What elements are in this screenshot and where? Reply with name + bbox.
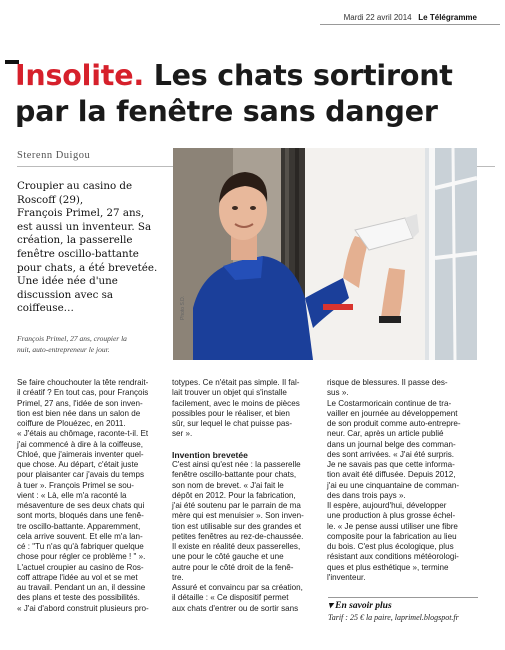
header-date: Mardi 22 avril 2014 — [343, 13, 412, 22]
body-line: coiffure de Plouézec, en 2011. — [17, 419, 126, 428]
lede-line: est aussi un inventeur. Sa — [17, 220, 152, 233]
lede-line: discussion avec sa — [17, 288, 114, 301]
body-column-2 — [172, 378, 322, 614]
body-line: de son produit comme auto-entrepre- — [327, 419, 461, 428]
lede-line: création, la passerelle — [17, 234, 133, 247]
body-line: j'ai été soutenu par le parrain de ma — [172, 501, 301, 510]
caption-line: nuit, auto-entrepreneur le jour. — [17, 344, 110, 354]
body-line: des dans trois pays ». — [327, 490, 406, 500]
header-rule — [320, 24, 500, 25]
body-line: risque de blessures. Il passe des- — [327, 378, 448, 387]
body-line: sus ». — [327, 388, 349, 398]
lede-line: fenêtre oscillo-battante — [17, 247, 139, 260]
body-line: tion avait été diffusée. Depuis 2012, — [327, 470, 456, 480]
lede-line: coiffeuse… — [17, 302, 74, 315]
body-line: Il existe en réalité deux passerelles, — [172, 542, 301, 551]
lede-paragraph — [17, 180, 175, 316]
body-line: Chloé, que j'aimerais inventer quel- — [17, 449, 144, 459]
body-line: composite pour la fabrication au lieu — [327, 531, 457, 541]
body-line: tion est utilisable sur des grandes et — [172, 521, 302, 531]
body-line: Invention brevetée — [172, 449, 248, 460]
body-line: du bois. C'est plus écologique, plus — [327, 542, 454, 551]
body-line: ser ». — [172, 429, 193, 439]
body-column-3 — [327, 378, 477, 583]
headline — [15, 58, 495, 130]
body-line: C'est ainsi qu'est née : la passerelle — [172, 460, 301, 469]
body-line: facilement, avec le moins de pièces — [172, 398, 300, 408]
body-line: tion est bien née dans un salon de — [17, 408, 141, 418]
body-line: des plans et teste des possibilités. — [17, 593, 140, 603]
body-line: ques et plus esthétique », termine — [327, 562, 449, 572]
body-line: il détaille : « Ce dispositif permet — [172, 593, 289, 603]
header-date-line — [344, 13, 477, 22]
body-line: mésaventure de ses deux chats qui — [17, 501, 145, 510]
body-line: tre oscillo-battante. Apparemment, — [17, 521, 141, 531]
body-line: des sont arrivées. « J'ai été surpris. — [327, 449, 455, 459]
headline-line2: par la fenêtre sans danger — [15, 95, 438, 128]
body-line: Le Costarmoricain continue de tra- — [327, 398, 452, 408]
body-line: Assuré et convaincu par sa création, — [172, 583, 303, 592]
lede-line: Roscoff (29), — [17, 193, 84, 206]
body-line: totypes. Ce n'était pas simple. Il fal- — [172, 378, 300, 387]
body-line: au travail. Pendant un an, il dessine — [17, 583, 146, 592]
body-line: Il espère, aujourd'hui, développer — [327, 501, 447, 510]
body-line: le. « Je pense aussi utiliser une fibre — [327, 521, 458, 531]
body-line: dans un journal belge des comman- — [327, 439, 456, 449]
lede-line: pour chats, a été brevetée. — [17, 261, 158, 274]
body-line: mère qui est menuisier ». Son inven- — [172, 511, 304, 521]
body-line: petites fenêtres au rez-de-chaussée. — [172, 531, 304, 541]
article-photo — [173, 148, 477, 360]
body-column-1 — [17, 378, 167, 614]
body-line: cé : "Tu n'as qu'à fabriquer quelque — [17, 542, 144, 551]
body-line: autre pour le côté droit de la fenê- — [172, 562, 294, 572]
body-line: L'actuel croupier au casino de Ros- — [17, 562, 144, 572]
header-publication: Le Télégramme — [418, 13, 477, 22]
photo-credit: Photo S.D. — [180, 295, 186, 320]
lede-line: François Primel, 27 ans, — [17, 207, 145, 220]
body-line: aux chats d'entrer ou de sortir sans — [172, 603, 299, 613]
body-line: sont morts, bloqués dans une fenê- — [17, 511, 144, 521]
headline-line1: Les chats sortiront — [143, 59, 453, 92]
body-line: chose pour régler ce problème ! " ». — [17, 552, 146, 562]
body-line: Je ne savais pas que cette informa- — [327, 460, 455, 469]
body-line: l'inventeur. — [327, 572, 366, 582]
en-savoir-plus: ▾ En savoir plus — [328, 601, 392, 611]
body-line: fenêtre oscillo-battante pour chats, — [172, 470, 297, 480]
body-line: lait trouver un objet qui s'installe — [172, 388, 287, 398]
body-line: « J'étais au chômage, raconte-t-il. Et — [17, 429, 149, 439]
lede-line: Croupier au casino de — [17, 180, 133, 192]
body-line — [172, 440, 322, 450]
savoir-rule — [328, 597, 478, 598]
body-line: une pour le côté gauche et une — [172, 552, 284, 562]
caption-line: François Primel, 27 ans, croupier la — [17, 334, 127, 343]
headline-kicker: Insolite. — [15, 59, 144, 92]
body-line: Primel, 27 ans, l'idée de son inven- — [17, 398, 143, 408]
body-line: Se faire chouchouter la tête rendrait- — [17, 378, 149, 387]
body-line: j'ai eu une cinquantaine de comman- — [327, 480, 460, 490]
body-line: neur. Car, après un article publié — [327, 429, 444, 439]
body-line: sûr, sur lequel le chat puisse pas- — [172, 419, 293, 428]
body-line: cela arrive souvent. Et elle m'a lan- — [17, 531, 143, 541]
body-line: possibles pour le réaliser, et bien — [172, 408, 290, 418]
body-line: vailler en journée au développement — [327, 408, 458, 418]
body-line: son nom de brevet. « J'ai fait le — [172, 480, 284, 490]
byline: Sterenn Duigou — [17, 150, 91, 161]
body-line: vient : « Là, elle m'a raconté la — [17, 490, 127, 500]
body-line: tre. — [172, 572, 184, 582]
body-line: une production à plus grosse échel- — [327, 511, 456, 521]
body-line: que chose. Au départ, c'était juste — [17, 460, 139, 469]
body-line: résistant aux conditions météorologi- — [327, 552, 459, 562]
body-line: dépôt en 2012. Pour la fabrication, — [172, 490, 296, 500]
en-savoir-plus-label: En savoir plus — [335, 601, 392, 611]
tarif-info: Tarif : 25 € la paire, laprimel.blogspot.fr — [328, 613, 459, 622]
photo-illustration — [173, 148, 477, 360]
body-line: j'ai commencé à dire à la coiffeuse, — [17, 439, 144, 449]
body-line: coff attrape l'idée au vol et se met — [17, 572, 138, 582]
photo-caption — [17, 334, 175, 355]
body-line: « J'ai d'abord construit plusieurs pro- — [17, 603, 149, 613]
body-line: il créatif ? En tout cas, pour François — [17, 388, 149, 398]
page-header — [0, 0, 505, 40]
lede-line: Une idée née d'une — [17, 275, 118, 288]
body-line: à tuer ». François Primel se sou- — [17, 480, 134, 490]
body-line: pour plaisanter car j'avais du temps — [17, 470, 145, 480]
